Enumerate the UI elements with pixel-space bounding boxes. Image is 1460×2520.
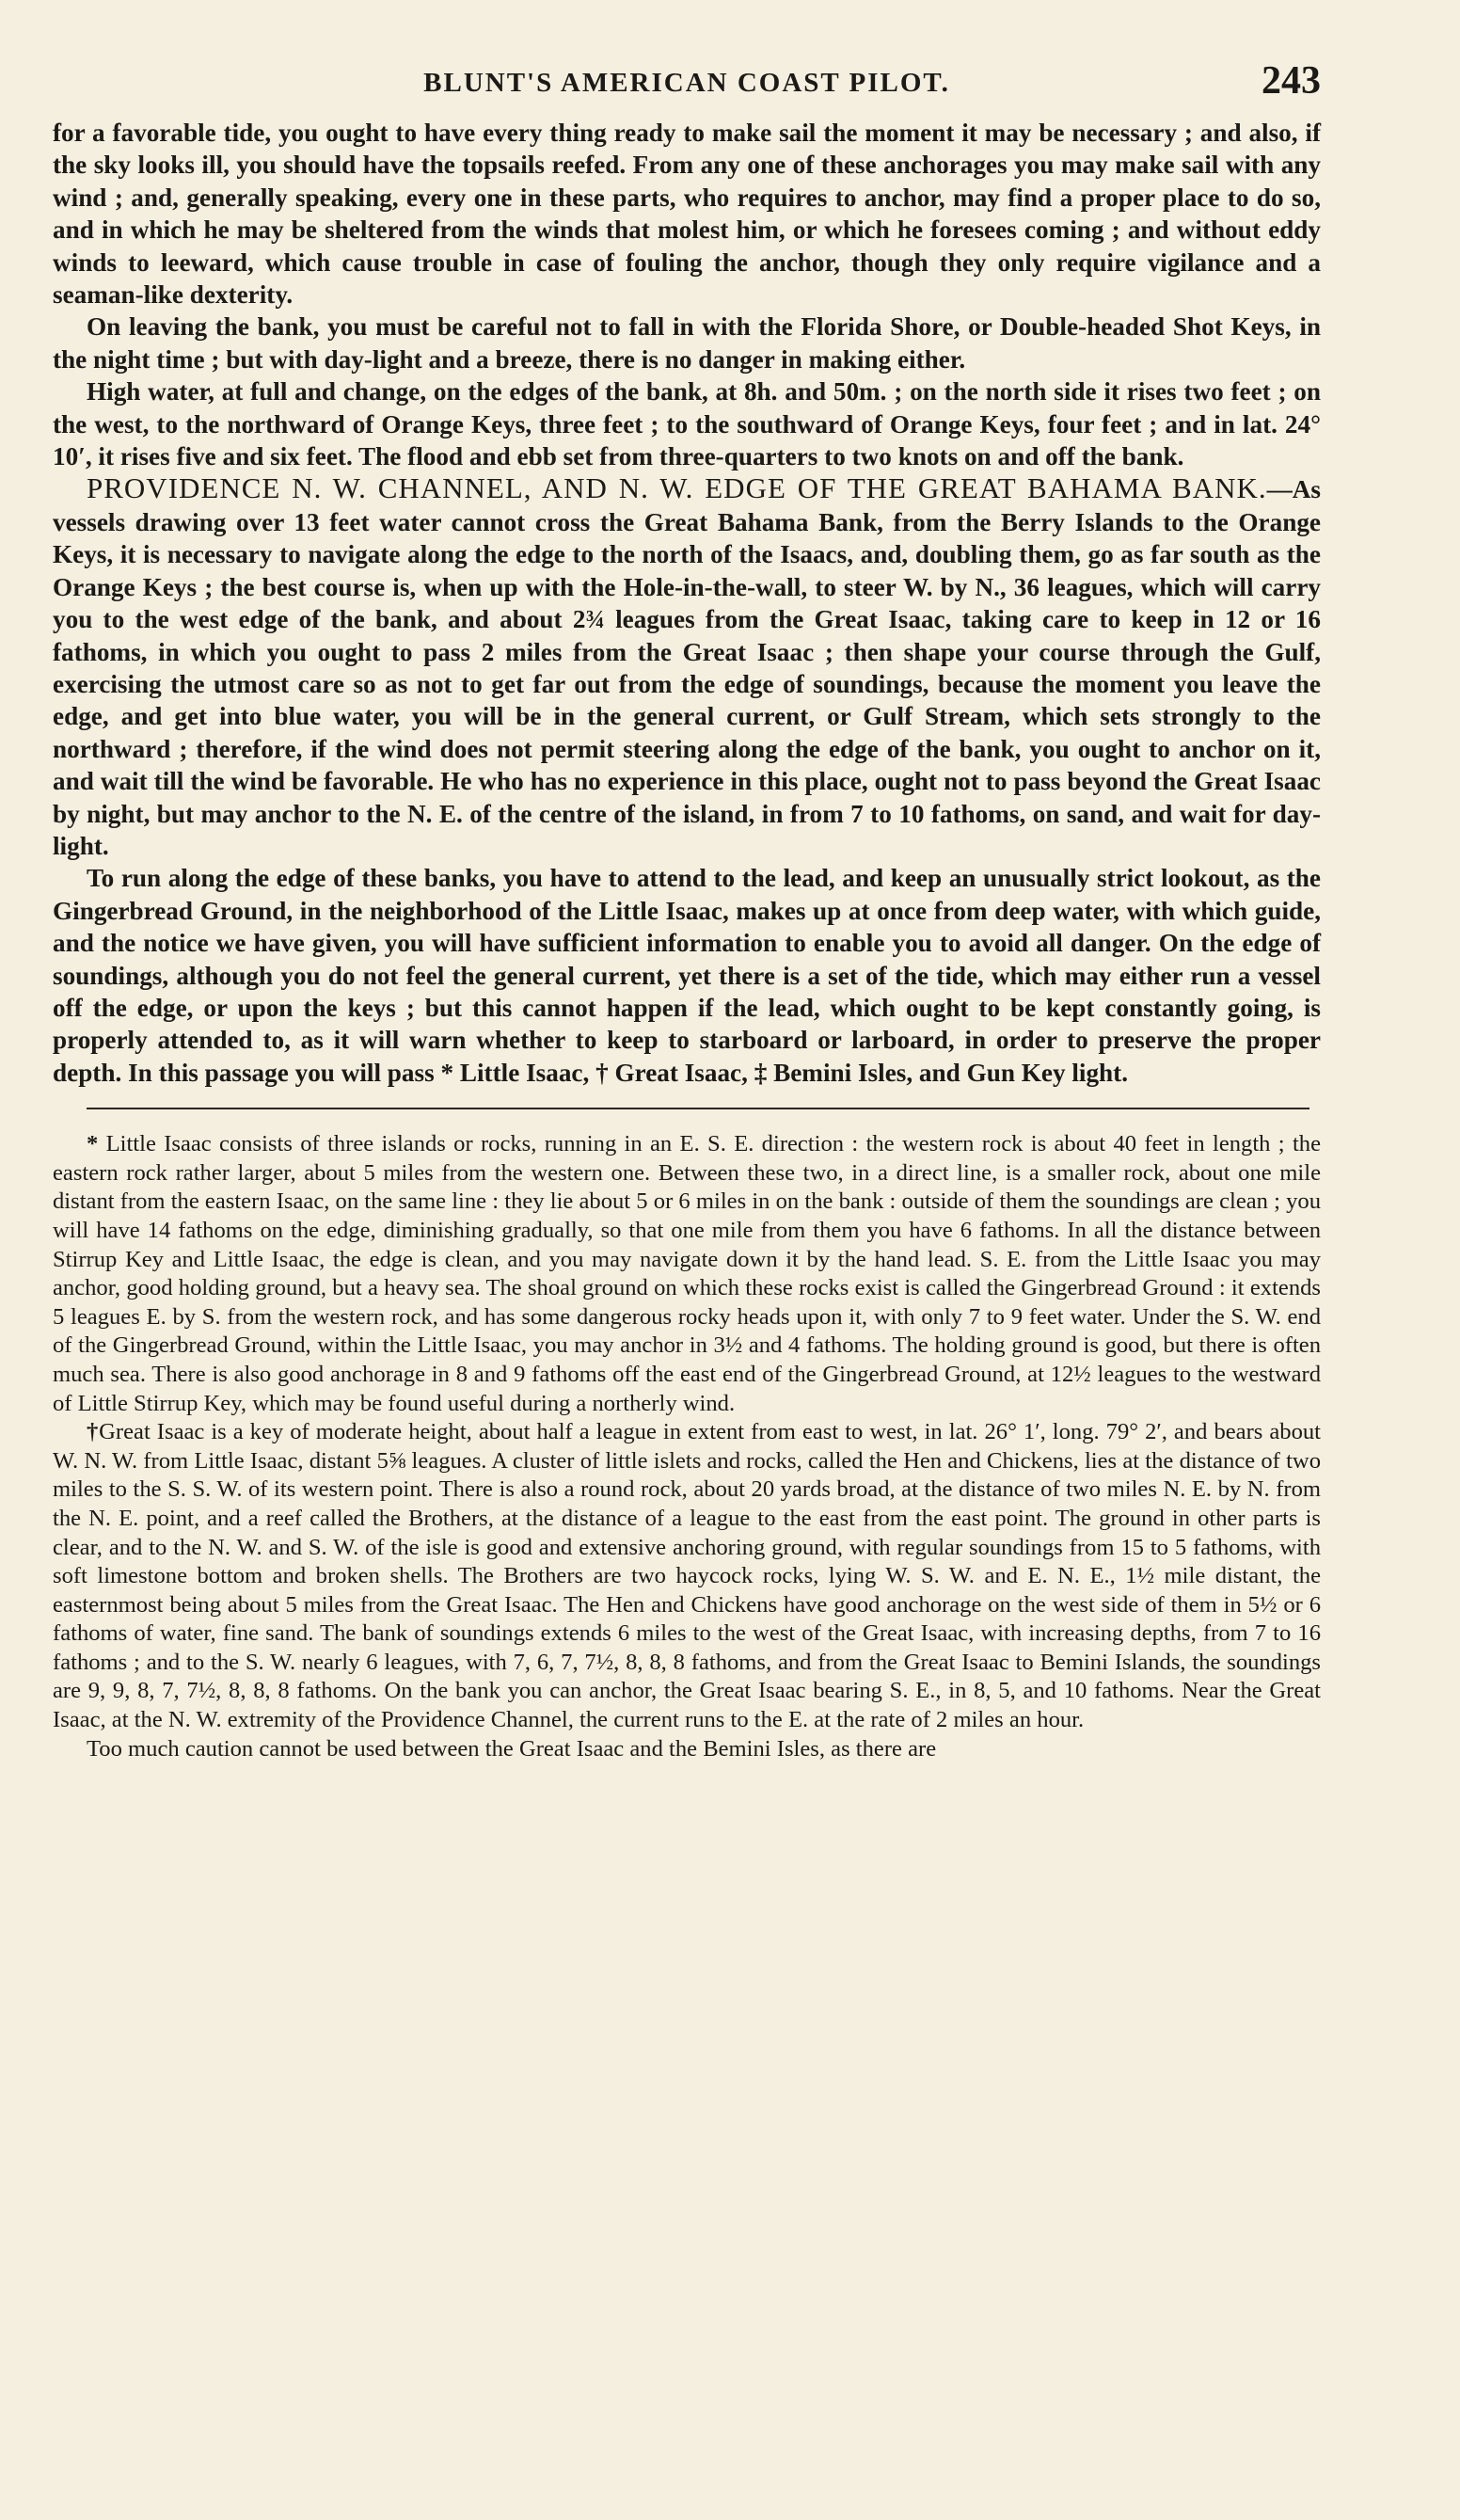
footnote-little-isaac: [53, 1130, 1321, 1418]
footnote-divider: [87, 1108, 1309, 1109]
footnote-caution: [53, 1735, 1321, 1764]
paragraph-leaving-bank: On leaving the bank, you must be careful not to fall in with the Florida Shore, or Double-headed Shot Keys, in the night time ; but with day-light and a breeze, there is no danger in making either.: [53, 312, 1321, 374]
footnote-marker: *: [87, 1131, 99, 1157]
section-heading-body: —As vessels drawing over 13 feet water cannot cross the Great Bahama Bank, from the Berry Islands to the Orange Keys, it is necessary to navigate along the edge to the north of the Isaacs, and, doubling them, go as far south as the Orange Keys ; the best course is, when up with the Hole-in-the-wall, to steer W. by N., 36 leagues, which will carry you to the west edge of the bank, and about 2¾ leagues from the Great Isaac, taking care to keep in 12 or 16 fathoms, in which you ought to pass 2 miles from the Great Isaac ; then shape your course through the Gulf, exercising the utmost care so as not to get far out from the edge of soundings, because the moment you leave the edge, and get into blue water, you will be in the general current, or Gulf Stream, which sets strongly to the northward ; therefore, if the wind does not permit steering along the edge of the bank, you ought to anchor on it, and wait till the wind be favorable. He who has no experience in this place, ought not to pass beyond the Great Isaac by night, but may anchor to the N. E. of the centre of the island, in from 7 to 10 fathoms, on sand, and wait for day-light.: [53, 475, 1321, 860]
paragraph-run-along-edge: To run along the edge of these banks, you have to attend to the lead, and keep an unusually strict lookout, as the Gingerbread Ground, in the neighborhood of the Little Isaac, makes up at once from deep water, with which guide, and the notice we have given, you will have sufficient information to enable you to avoid all danger. On the edge of soundings, although you do not feel the general current, yet there is a set of the tide, which may either run a vessel off the edge, or upon the keys ; but this cannot happen if the lead, which ought to be kept constantly going, is properly attended to, as it will warn whether to keep to starboard or larboard, in order to preserve the proper depth. In this passage you will pass * Little Isaac, † Great Isaac, ‡ Bemini Isles, and Gun Key light.: [53, 864, 1321, 1087]
main-text: [53, 117, 1321, 1089]
running-title: BLUNT'S AMERICAN COAST PILOT.: [423, 68, 950, 98]
page-number: 243: [1262, 59, 1321, 103]
paragraph-high-water: High water, at full and change, on the edges of the bank, at 8h. and 50m. ; on the north side it rises two feet ; on the west, to the northward of Orange Keys, three feet ; to the southward of Orange Keys, four feet ; and in lat. 24° 10′, it rises five and six feet. The flood and ebb set from three-quarters to two knots on and off the bank.: [53, 377, 1321, 471]
footnotes: [53, 1130, 1321, 1763]
footnote-marker: †: [87, 1419, 100, 1445]
section-heading: PROVIDENCE N. W. CHANNEL, AND N. W. EDGE OF THE GREAT BAHAMA BANK.: [87, 471, 1267, 505]
paragraph-providence-channel: [53, 472, 1321, 862]
page-header: [53, 58, 1321, 117]
book-page: [53, 58, 1321, 1763]
footnote-text: Great Isaac is a key of moderate height, about half a league in extent from east to west, in lat. 26° 1′, long. 79° 2′, and bears about W. N. W. from Little Isaac, distant 5⅝ leagues. A cluster of little islets and rocks, called the Hen and Chickens, lies at the distance of two miles to the S. S. W. of its western point. There is also a round rock, about 20 yards broad, at the distance of two miles N. E. by N. from the N. E. point, and a reef called the Brothers, at the distance of a league to the east from the east point. The ground in other parts is clear, and to the N. W. and S. W. of the isle is good and extensive anchoring ground, with regular soundings from 15 to 5 fathoms, with soft limestone bottom and broken shells. The Brothers are two haycock rocks, lying W. S. W. and E. N. E., 1½ mile distant, the easternmost being about 5 miles from the Great Isaac. The Hen and Chickens have good anchorage on the west side of them in 5½ or 6 fathoms of water, fine sand. The bank of soundings extends 6 miles to the west of the Great Isaac, with increasing depths, from 7 to 16 fathoms ; and to the S. W. nearly 6 leagues, with 7, 6, 7, 7½, 8, 8, 8 fathoms, and from the Great Isaac to Bemini Islands, the soundings are 9, 9, 8, 7, 7½, 8, 8, 8 fathoms. On the bank you can anchor, the Great Isaac bearing S. E., in 8, 5, and 10 fathoms. Near the Great Isaac, at the N. W. extremity of the Providence Channel, the current runs to the E. at the rate of 2 miles an hour.: [53, 1419, 1321, 1733]
paragraph-tide: for a favorable tide, you ought to have every thing ready to make sail the moment it may be necessary ; and also, if the sky looks ill, you should have the topsails reefed. From any one of these anchorages you may make sail with any wind ; and, generally speaking, every one in these parts, who requires to anchor, may find a proper place to do so, and in which he may be sheltered from the winds that molest him, or which he foresees coming ; and without eddy winds to leeward, which cause trouble in case of fouling the anchor, though they only require vigilance and a seaman-like dexterity.: [53, 119, 1321, 310]
footnote-great-isaac: [53, 1418, 1321, 1735]
footnote-text: Too much caution cannot be used between the Great Isaac and the Bemini Isles, as there are: [87, 1735, 937, 1762]
footnote-text: Little Isaac consists of three islands or rocks, running in an E. S. E. direction : the western rock is about 40 feet in length ; the eastern rock rather larger, about 5 miles from the western one. Between these two, in a direct line, is a smaller rock, about one mile distant from the eastern Isaac, on the same line : they lie about 5 or 6 miles in on the bank : outside of them the soundings are clean ; you will have 14 fathoms on the edge, diminishing gradually, so that one mile from them you have 6 fathoms. In all the distance between Stirrup Key and Little Isaac, the edge is clean, and you may navigate down it by the hand lead. S. E. from the Little Isaac you may anchor, good holding ground, but a heavy sea. The shoal ground on which these rocks exist is called the Gingerbread Ground : it extends 5 leagues E. by S. from the western rock, and has some dangerous rocky heads upon it, with only 7 to 9 feet water. Under the S. W. end of the Gingerbread Ground, within the Little Isaac, you may anchor in 3½ and 4 fathoms. The holding ground is good, but there is often much sea. There is also good anchorage in 8 and 9 fathoms off the east end of the Gingerbread Ground, at 12½ leagues to the westward of Little Stirrup Key, which may be found useful during a northerly wind.: [53, 1131, 1321, 1416]
